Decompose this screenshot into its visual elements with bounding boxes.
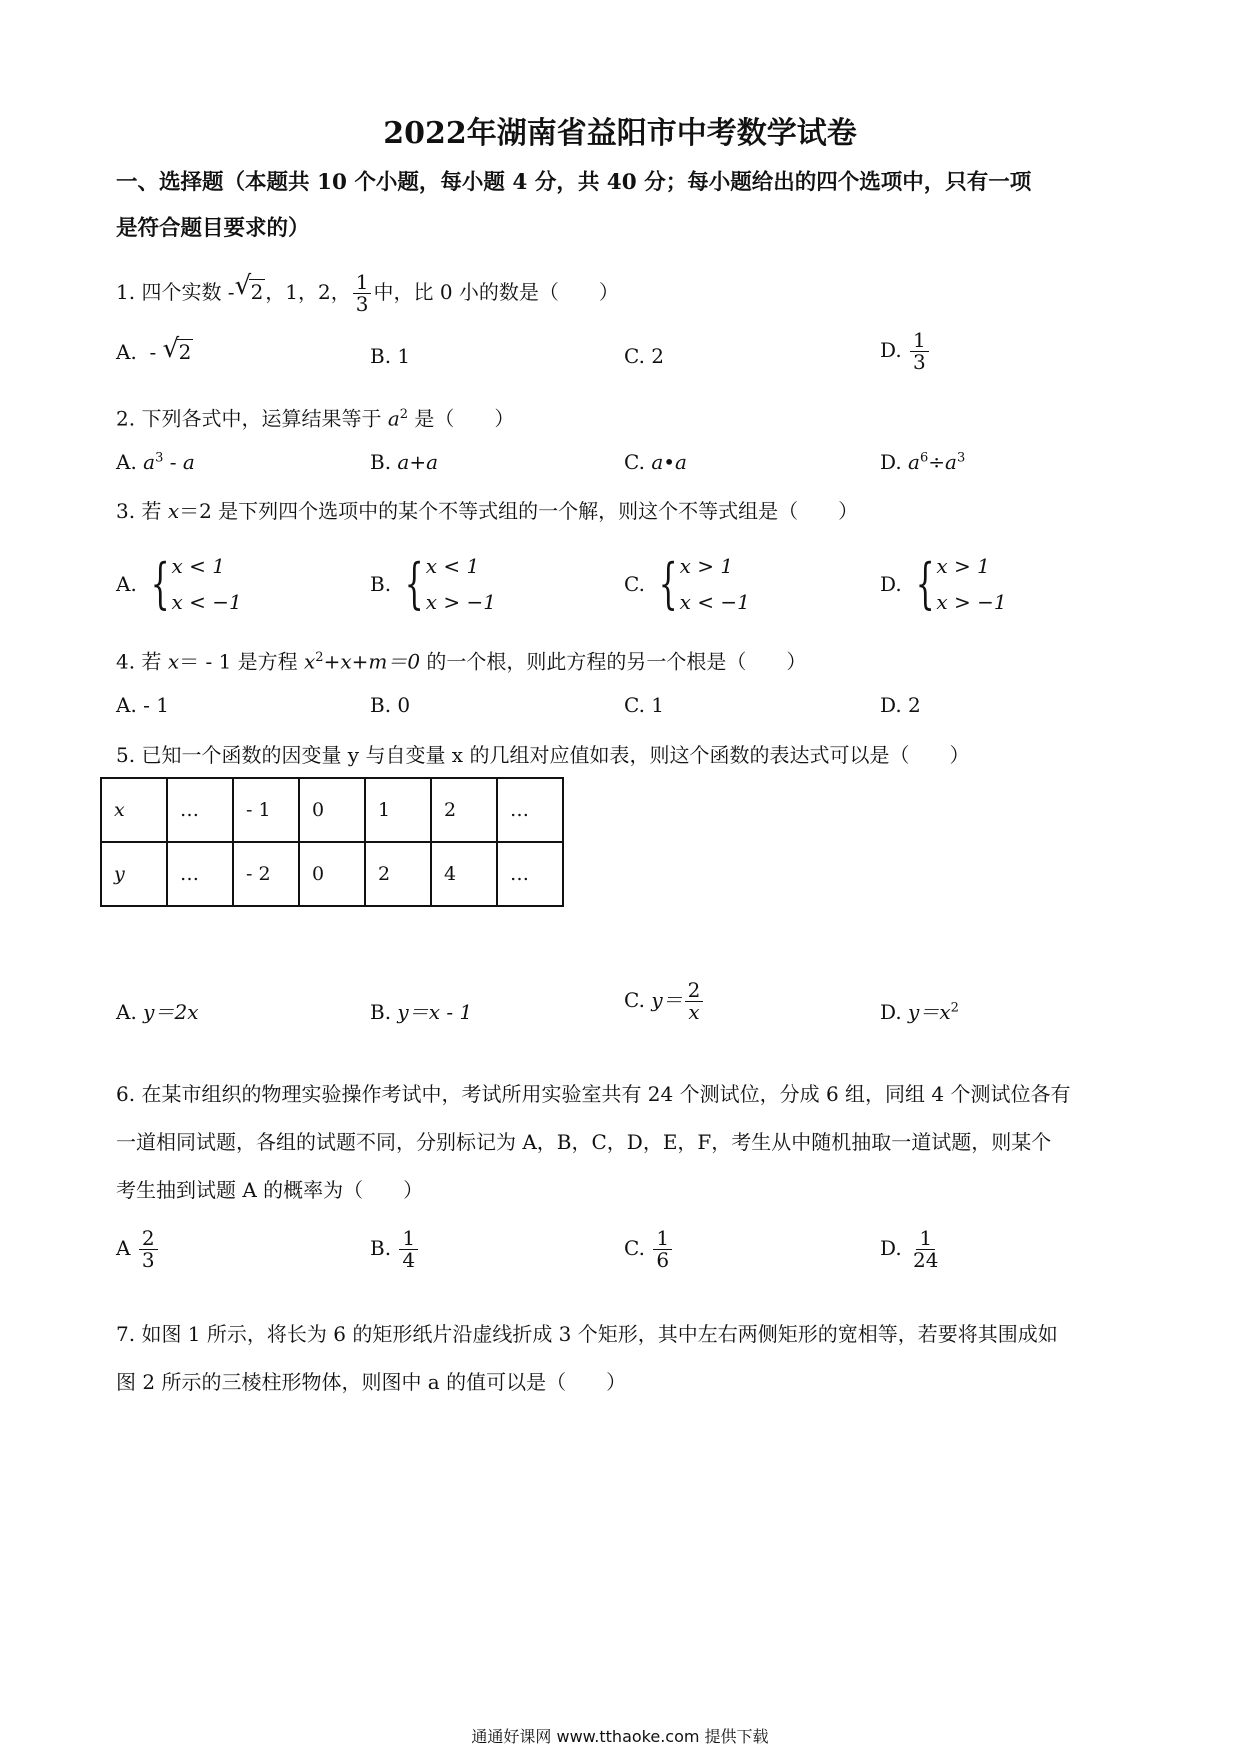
q2-stem-b: 是（ ）	[408, 406, 515, 431]
q4-stem-c: 的一个根，则此方程的另一个根是（ ）	[420, 649, 807, 674]
q2-opt-d-exp2: 3	[956, 450, 966, 466]
q1-opt-a-label: A.	[116, 340, 137, 364]
q1-opt-d-label: D.	[880, 338, 902, 362]
q6-opt-d-fraction	[910, 1228, 941, 1271]
q3-option-d: D. { x > 1 x > −1	[880, 548, 1007, 620]
q1-option-c: C. 2	[624, 344, 665, 368]
table-cell: - 1	[233, 778, 299, 842]
q5-opt-c-den: x	[688, 1000, 700, 1024]
q6-opt-b-den: 4	[402, 1248, 416, 1272]
table-cell: - 2	[233, 842, 299, 906]
q6-line1: 6. 在某市组织的物理实验操作考试中，考试所用实验室共有 24 个测试位，分成 6 组，同组 4 个测试位各有	[116, 1082, 1071, 1106]
value-table	[100, 777, 564, 907]
q6-opt-b-fraction	[399, 1228, 418, 1271]
q3-opt-c-line2: x < −1	[679, 590, 750, 614]
q5-option-d	[880, 996, 959, 1025]
q2-option-d	[880, 450, 965, 474]
q3-opt-b-label: B.	[370, 572, 392, 596]
q1-sqrt-arg: 2	[250, 280, 264, 304]
q1-opt-d-den: 3	[913, 350, 926, 374]
q5-opt-a-expr: y＝2x	[143, 1000, 199, 1024]
q6-opt-a-num: 2	[139, 1228, 158, 1250]
q1-opt-d-fraction	[910, 330, 929, 373]
q6-opt-b-num: 1	[399, 1228, 418, 1250]
question-1-stem	[116, 272, 619, 315]
q5-opt-c-num: 2	[685, 980, 704, 1002]
q2-var: a	[387, 406, 400, 431]
q3-opt-c-line1: x > 1	[679, 554, 734, 578]
table-row	[101, 842, 563, 906]
question-7-stem	[116, 1310, 1058, 1406]
q3-option-a: A. { x < 1 x < −1	[116, 548, 242, 620]
q4-option-b: B. 0	[370, 693, 411, 717]
q1-frac-num: 1	[353, 272, 372, 294]
q3-opt-d-label: D.	[880, 572, 902, 596]
q6-opt-d-label: D.	[880, 1236, 902, 1260]
q6-opt-c-num: 1	[653, 1228, 672, 1250]
q1-option-d	[880, 330, 931, 373]
q7-line2: 图 2 所示的三棱柱形物体，则图中 a 的值可以是（ ）	[116, 1370, 627, 1394]
q2-opt-d-base: a	[908, 450, 920, 474]
q4-stem-a: 4. 若	[116, 649, 162, 674]
q2-opt-b-label: B.	[370, 450, 392, 474]
q4-option-c: C. 1	[624, 693, 665, 717]
q3-stem-a: 3. 若	[116, 499, 162, 523]
q6-opt-c-label: C.	[624, 1236, 645, 1260]
q6-line2: 一道相同试题，各组的试题不同，分别标记为 A，B，C，D，E，F，考生从中随机抽取一道试题，则某个	[116, 1130, 1052, 1154]
q1-frac-den: 3	[355, 292, 369, 316]
q1-option-a	[116, 334, 193, 364]
table-cell: …	[497, 778, 563, 842]
q3-stem-b: ＝2 是下列四个选项中的某个不等式组的一个解，则这个不等式组是（ ）	[179, 499, 859, 523]
exam-title: 2022年湖南省益阳市中考数学试卷	[383, 116, 857, 151]
q7-line1: 7. 如图 1 所示，将长为 6 的矩形纸片沿虚线折成 3 个矩形，其中左右两侧矩形的宽相等，若要将其围成如	[116, 1322, 1058, 1346]
q5-opt-d-exp: 2	[950, 1000, 959, 1016]
section-heading-line2: 是符合题目要求的）	[116, 216, 310, 241]
q6-opt-c-den: 6	[656, 1248, 670, 1272]
q6-opt-a-label: A	[116, 1236, 131, 1260]
q6-option-a	[116, 1228, 160, 1271]
table-cell: 2	[431, 778, 497, 842]
q2-option-a	[116, 450, 195, 474]
q1-sqrt: √ 2	[234, 271, 264, 304]
q1-opt-a-sqrt-arg: 2	[178, 340, 192, 364]
q5-opt-c-fraction	[685, 980, 704, 1023]
q2-opt-d-label: D.	[880, 450, 902, 474]
q2-opt-d-base2: a	[945, 450, 957, 474]
q2-opt-a-base: a	[143, 450, 156, 474]
q5-option-c	[624, 980, 705, 1023]
table-row	[101, 778, 563, 842]
q2-opt-d-div: ÷	[928, 450, 946, 474]
page-footer: 通通好课网 www.tthaoke.com 提供下载	[471, 1727, 769, 1746]
q4-eq-rest: +x+m＝0	[323, 649, 421, 674]
q6-option-c	[624, 1228, 674, 1271]
q4-eq-x: x	[304, 649, 316, 674]
q2-opt-a-label: A.	[116, 450, 137, 474]
question-3-stem	[116, 496, 858, 526]
q6-option-d	[880, 1228, 944, 1271]
q2-option-b	[370, 450, 438, 474]
q2-opt-a-minus: -	[169, 450, 177, 474]
q5-opt-d-label: D.	[880, 1000, 902, 1024]
q2-stem-a: 2. 下列各式中，运算结果等于	[116, 406, 382, 431]
q6-opt-a-den: 3	[141, 1248, 155, 1272]
question-4-stem	[116, 643, 806, 677]
table-cell: 1	[365, 778, 431, 842]
q3-opt-a-label: A.	[116, 572, 137, 596]
q1-fraction	[353, 272, 372, 315]
q2-opt-a-exp: 3	[155, 450, 164, 466]
q5-opt-b-expr: y＝x - 1	[397, 1000, 473, 1024]
question-2-stem	[116, 400, 514, 434]
table-cell: …	[167, 842, 233, 906]
q3-option-b: B. { x < 1 x > −1	[370, 548, 496, 620]
q2-option-c	[624, 450, 687, 474]
table-cell: y	[101, 842, 167, 906]
q4-option-d: D. 2	[880, 693, 921, 717]
q1-option-b: B. 1	[370, 344, 411, 368]
q3-option-c: C. { x > 1 x < −1	[624, 548, 750, 620]
table-cell: 0	[299, 842, 365, 906]
section-heading	[116, 160, 1146, 252]
table-cell: …	[167, 778, 233, 842]
q3-opt-a-line1: x < 1	[171, 554, 226, 578]
q6-opt-b-label: B.	[370, 1236, 392, 1260]
table-cell: …	[497, 842, 563, 906]
q3-opt-c-label: C.	[624, 572, 645, 596]
q1-mid: ，1，2，	[265, 280, 351, 304]
q5-opt-a-label: A.	[116, 1000, 137, 1024]
q2-opt-d-exp: 6	[919, 450, 929, 466]
q3-opt-b-line2: x > −1	[425, 590, 497, 614]
q1-suffix: 中，比 0 小的数是（ ）	[373, 280, 619, 304]
q6-line3: 考生抽到试题 A 的概率为（ ）	[116, 1178, 424, 1202]
q1-opt-d-num: 1	[910, 330, 929, 352]
q3-var: x	[167, 499, 180, 523]
q6-opt-a-fraction	[139, 1228, 158, 1271]
q5-opt-c-label: C.	[624, 988, 645, 1012]
question-6-stem	[116, 1070, 1070, 1214]
table-cell: 4	[431, 842, 497, 906]
q6-opt-c-fraction	[653, 1228, 672, 1271]
section-heading-line1: 一、选择题（本题共 10 个小题，每小题 4 分，共 40 分；每小题给出的四个选项中，只有一项	[116, 170, 1032, 195]
q2-opt-c-expr: a•a	[651, 450, 687, 474]
q3-opt-d-line2: x > −1	[936, 590, 1007, 614]
table-cell: 0	[299, 778, 365, 842]
q6-opt-d-num: 1	[916, 1228, 935, 1250]
q1-prefix: 1. 四个实数 -	[116, 280, 235, 304]
q4-stem-b: ＝ - 1 是方程	[179, 649, 298, 674]
q2-exp: 2	[399, 407, 409, 422]
q1-opt-a-sqrt: √ 2	[162, 334, 192, 364]
q3-opt-b-line1: x < 1	[425, 554, 480, 578]
q2-opt-b-expr: a+a	[397, 450, 439, 474]
q5-opt-d-expr: y＝x	[908, 1000, 951, 1024]
q4-var: x	[167, 649, 180, 674]
table-cell: 2	[365, 842, 431, 906]
q4-option-a: A. - 1	[116, 693, 169, 717]
q4-eq-exp: 2	[315, 650, 324, 665]
q5-opt-c-lhs: y＝	[651, 988, 683, 1012]
q6-opt-d-den: 24	[913, 1248, 939, 1272]
q5-opt-b-label: B.	[370, 1000, 392, 1024]
q2-opt-a-var: a	[182, 450, 195, 474]
q1-opt-a-sign: -	[149, 340, 157, 364]
q2-opt-c-label: C.	[624, 450, 645, 474]
table-cell: x	[101, 778, 167, 842]
q6-option-b	[370, 1228, 420, 1271]
q3-opt-d-line1: x > 1	[936, 554, 990, 578]
q5-option-a	[116, 996, 198, 1025]
q3-opt-a-line2: x < −1	[171, 590, 242, 614]
q5-option-b	[370, 996, 472, 1025]
question-5-stem: 5. 已知一个函数的因变量 y 与自变量 x 的几组对应值如表，则这个函数的表达式可以是（ ）	[116, 743, 970, 767]
